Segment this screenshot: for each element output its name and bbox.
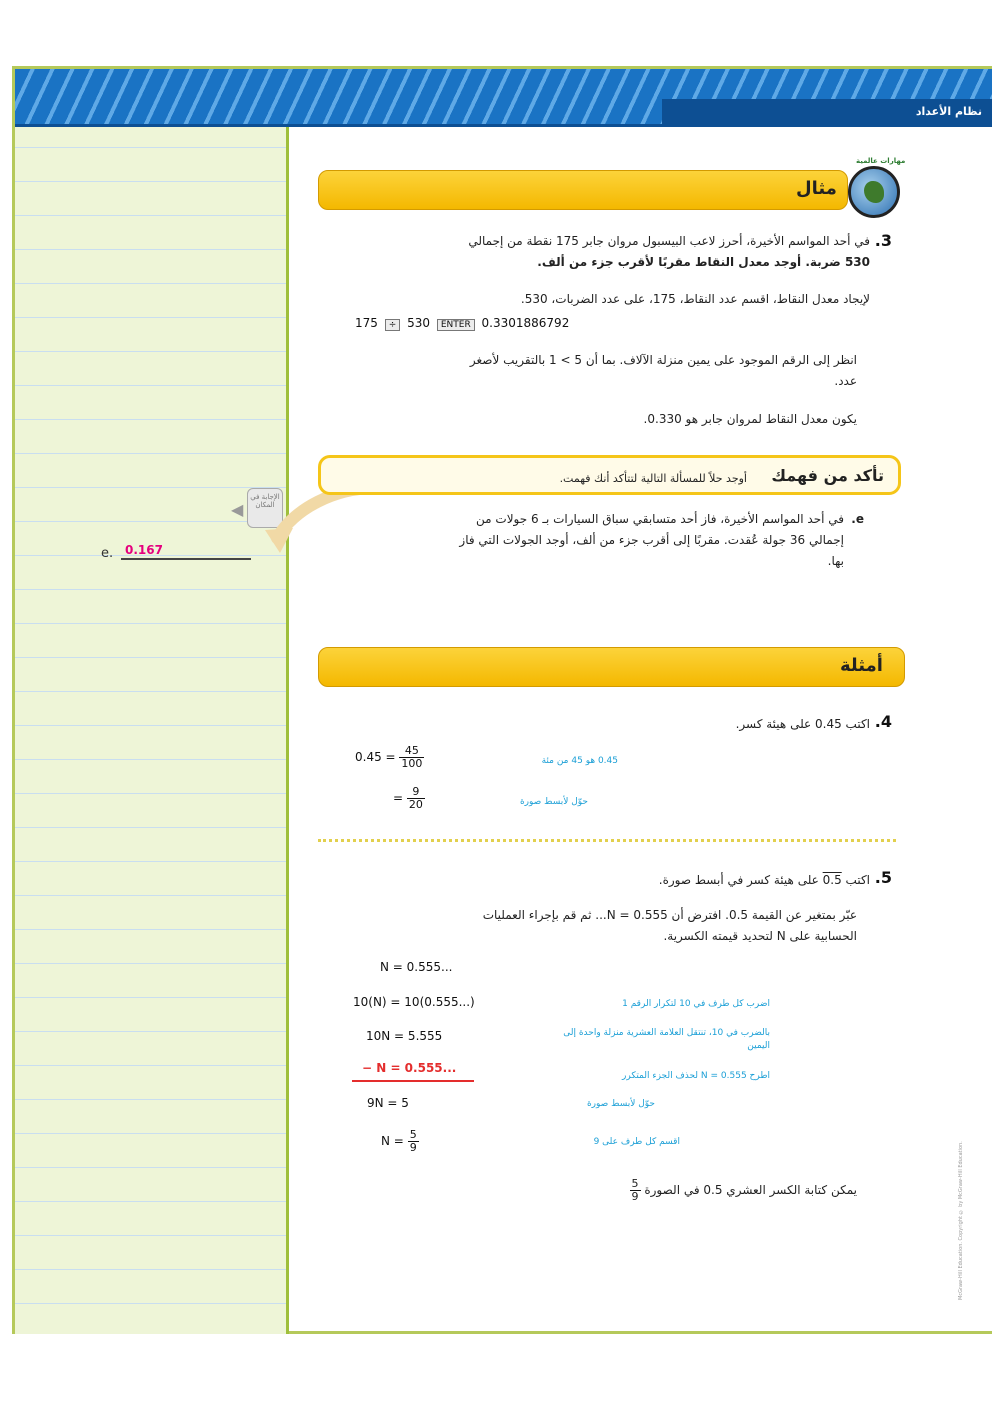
ex4-eq: = bbox=[393, 791, 404, 805]
example-5-prompt: اكتب 0.5 على هيئة كسر في أبسط صورة. bbox=[658, 873, 870, 887]
example-5-number: 5. bbox=[874, 868, 892, 887]
problem-line-1: في أحد المواسم الأخيرة، أحرز لاعب البيسبول مروان جابر 175 نقطة من إجمالي bbox=[468, 234, 870, 248]
ex5-note-4: اطرح N = 0.555 لحذف الجزء المتكرر bbox=[622, 1071, 770, 1081]
ex5-note-6: اقسم كل طرف على 9 bbox=[593, 1137, 680, 1147]
check-problem-line-1: في أحد المواسم الأخيرة، فاز أحد متسابقي سباق السيارات بـ 6 جولات من bbox=[476, 512, 844, 526]
answer-tab[interactable]: الإجابة في المكان bbox=[247, 488, 283, 528]
check-title: تأكد من فهمك bbox=[771, 466, 884, 485]
calc-result: 0.3301886792 bbox=[481, 316, 570, 330]
ex4-fraction-2: $\frac{9}{20}$ bbox=[408, 785, 423, 811]
ex5-fraction: $\frac{5}{9}$ bbox=[409, 1128, 417, 1154]
ex5-conclusion: يمكن كتابة الكسر العشري 0.5 في الصورة $\frac{5}{9}$ bbox=[631, 1177, 857, 1203]
example-4-prompt: اكتب 0.45 على هيئة كسر. bbox=[735, 717, 870, 731]
ex5-note-2: اضرب كل طرف في 10 لتكرار الرقم 1 bbox=[622, 999, 770, 1009]
ex4-note-1: 0.45 هو 45 من مئة bbox=[541, 756, 618, 766]
globe-tag: مهارات عالمية bbox=[856, 157, 906, 165]
step-3: يكون معدل النقاط لمروان جابر هو 0.330. bbox=[643, 412, 857, 426]
globe-icon bbox=[848, 166, 900, 218]
check-letter: e. bbox=[851, 512, 864, 526]
check-problem-line-3: بها. bbox=[827, 554, 844, 568]
enter-key: ENTER bbox=[437, 319, 475, 331]
example-4-number: 4. bbox=[874, 712, 892, 731]
example-4-line-1 bbox=[355, 745, 424, 770]
example-5-desc-line-1: عبّر بمتغير عن القيمة 0.5. افترض أن N = 0.555... ثم قم بإجراء العمليات bbox=[482, 908, 857, 922]
section-divider bbox=[318, 839, 896, 842]
step-2-line-2: عدد. bbox=[834, 374, 857, 388]
conclusion-fraction: $\frac{5}{9}$ bbox=[631, 1177, 639, 1203]
ex5-line-5: 9N = 5 bbox=[367, 1096, 409, 1110]
calculator-sequence bbox=[355, 316, 569, 331]
examples-banner-title: أمثلة bbox=[840, 655, 883, 676]
example-banner bbox=[318, 170, 848, 210]
answer-letter: e. bbox=[101, 546, 114, 561]
unit-title: نظام الأعداد bbox=[662, 99, 992, 127]
ex5-lhs: N = bbox=[381, 1134, 404, 1148]
calc-b: 530 bbox=[407, 316, 431, 330]
step-2-line-1: انظر إلى الرقم الموجود على يمين منزلة الآلاف. بما أن 5 > 1 بالتقريب لأصغر bbox=[469, 353, 857, 367]
calc-a: 175 bbox=[355, 316, 378, 330]
example-number: 3. bbox=[874, 231, 892, 250]
ex4-note-2: حوّل لأبسط صورة bbox=[519, 797, 588, 807]
example-4-line-2 bbox=[393, 786, 425, 811]
ex4-lhs: 0.45 = bbox=[355, 750, 396, 764]
ex5-line-4: − N = 0.555... bbox=[362, 1061, 457, 1075]
problem-line-2: 530 ضربة. أوجد معدل النقاط مقربًا لأقرب جزء من ألف. bbox=[537, 255, 870, 269]
ex4-fraction-1: $\frac{45}{100}$ bbox=[401, 744, 423, 770]
ex5-line-2: 10(N) = 10(0.555...) bbox=[353, 995, 475, 1009]
check-instruction: أوجد حلاً للمسألة التالية لتتأكد أنك فهمت. bbox=[559, 472, 747, 485]
ex5-line-1: N = 0.555... bbox=[380, 960, 453, 974]
divide-key: ÷ bbox=[385, 319, 401, 331]
examples-banner bbox=[318, 647, 905, 687]
ex5-line-6 bbox=[381, 1129, 419, 1154]
ex5-note-5: حوّل لأبسط صورة bbox=[586, 1099, 655, 1109]
copyright-credit: McGraw-Hill Education. Copyright © by McGraw-Hill Education. bbox=[958, 1141, 964, 1300]
notes-panel bbox=[15, 127, 289, 1334]
ex5-line-3: 10N = 5.555 bbox=[366, 1029, 443, 1043]
example-5-desc-line-2: الحسابية على N لتحديد قيمته الكسرية. bbox=[663, 929, 857, 943]
step-1: لإيجاد معدل النقاط، اقسم عدد النقاط، 175، على عدد الضربات، 530. bbox=[520, 292, 870, 306]
answer-field[interactable]: 0.167 bbox=[121, 543, 251, 560]
back-arrow-icon: ◀ bbox=[231, 500, 244, 519]
check-problem-line-2: إجمالي 36 جولة عُقدت. مقربًا إلى أقرب جزء من ألف، أوجد الجولات التي فاز bbox=[459, 533, 844, 547]
ex5-note-3: بالضرب في 10، تنتقل العلامة العشرية منزلة واحدة إلى اليمين bbox=[563, 1028, 770, 1051]
example-banner-title: مثال bbox=[796, 178, 837, 199]
subtraction-line bbox=[352, 1080, 474, 1082]
